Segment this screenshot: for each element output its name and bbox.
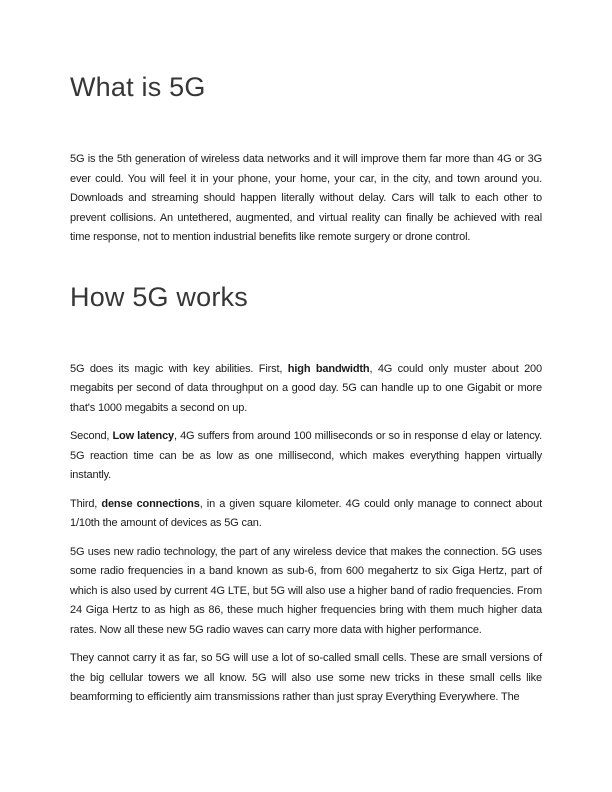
paragraph-high-bandwidth [70, 360, 542, 419]
text-run: Third, [70, 497, 102, 510]
text-run: They cannot carry it as far, so 5G will use a lot of so-called small cells. These are small versions of the big cellular towers we all know. 5G will also use some new tricks in these small cells like beamforming to efficiently aim transmissions rather than just spray Everything Everywhere. The [70, 652, 542, 703]
text-run: 5G does its magic with key abilities. First, [70, 362, 288, 375]
text-run: 5G is the 5th generation of wireless data networks and it will improve them far more than 4G or 3G ever could. You will feel it in your phone, your home, your car, in the city, and town around you. Downloads and streaming should happen literally without delay. Cars will talk to each other to prevent collisions. An untethered, augmented, and virtual reality can finally be achieved with real time response, not to mention industrial benefits like remote surgery or drone control. [70, 153, 542, 243]
bold-text-run: Low latency [112, 430, 175, 442]
bold-text-run: dense connections [101, 497, 200, 510]
text-run: , in a given square kilometer. 4G could only manage to connect about 1/10th the amount of devices as 5G can. [70, 497, 543, 529]
paragraph-intro [70, 150, 542, 248]
paragraph-low-latency [70, 427, 542, 486]
paragraph-small-cells [70, 649, 542, 708]
paragraph-radio-technology [70, 543, 542, 641]
heading-how-5g-works: How 5G works [70, 281, 248, 312]
bold-text-run: high bandwidth [287, 362, 370, 375]
text-run: , 4G could only muster about 200 megabits per second of data throughput on a good day. 5G can handle up to one Gigabit or more that's 1000 megabits a second on up. [70, 362, 542, 414]
text-run: , 4G suffers from around 100 milliseconds or so in response d elay or latency. 5G reaction time can be as low as one millisecond, which makes everything happen virtually instantly. [70, 430, 542, 481]
paragraph-dense-connections [70, 495, 542, 534]
text-run: Second, [70, 430, 113, 442]
text-run: 5G uses new radio technology, the part of any wireless device that makes the connection. 5G uses some radio frequencies in a band known as sub-6, from 600 megahertz to six Giga Hertz, part of which is also used by current 4G LTE, but 5G will also use a higher band of radio frequencies. From 24 Giga Hertz to as high as 86, these much higher frequencies bring with them much higher data rates. Now all these new 5G radio waves can carry more data with higher performance. [70, 545, 542, 636]
heading-what-is-5g: What is 5G [70, 72, 206, 102]
